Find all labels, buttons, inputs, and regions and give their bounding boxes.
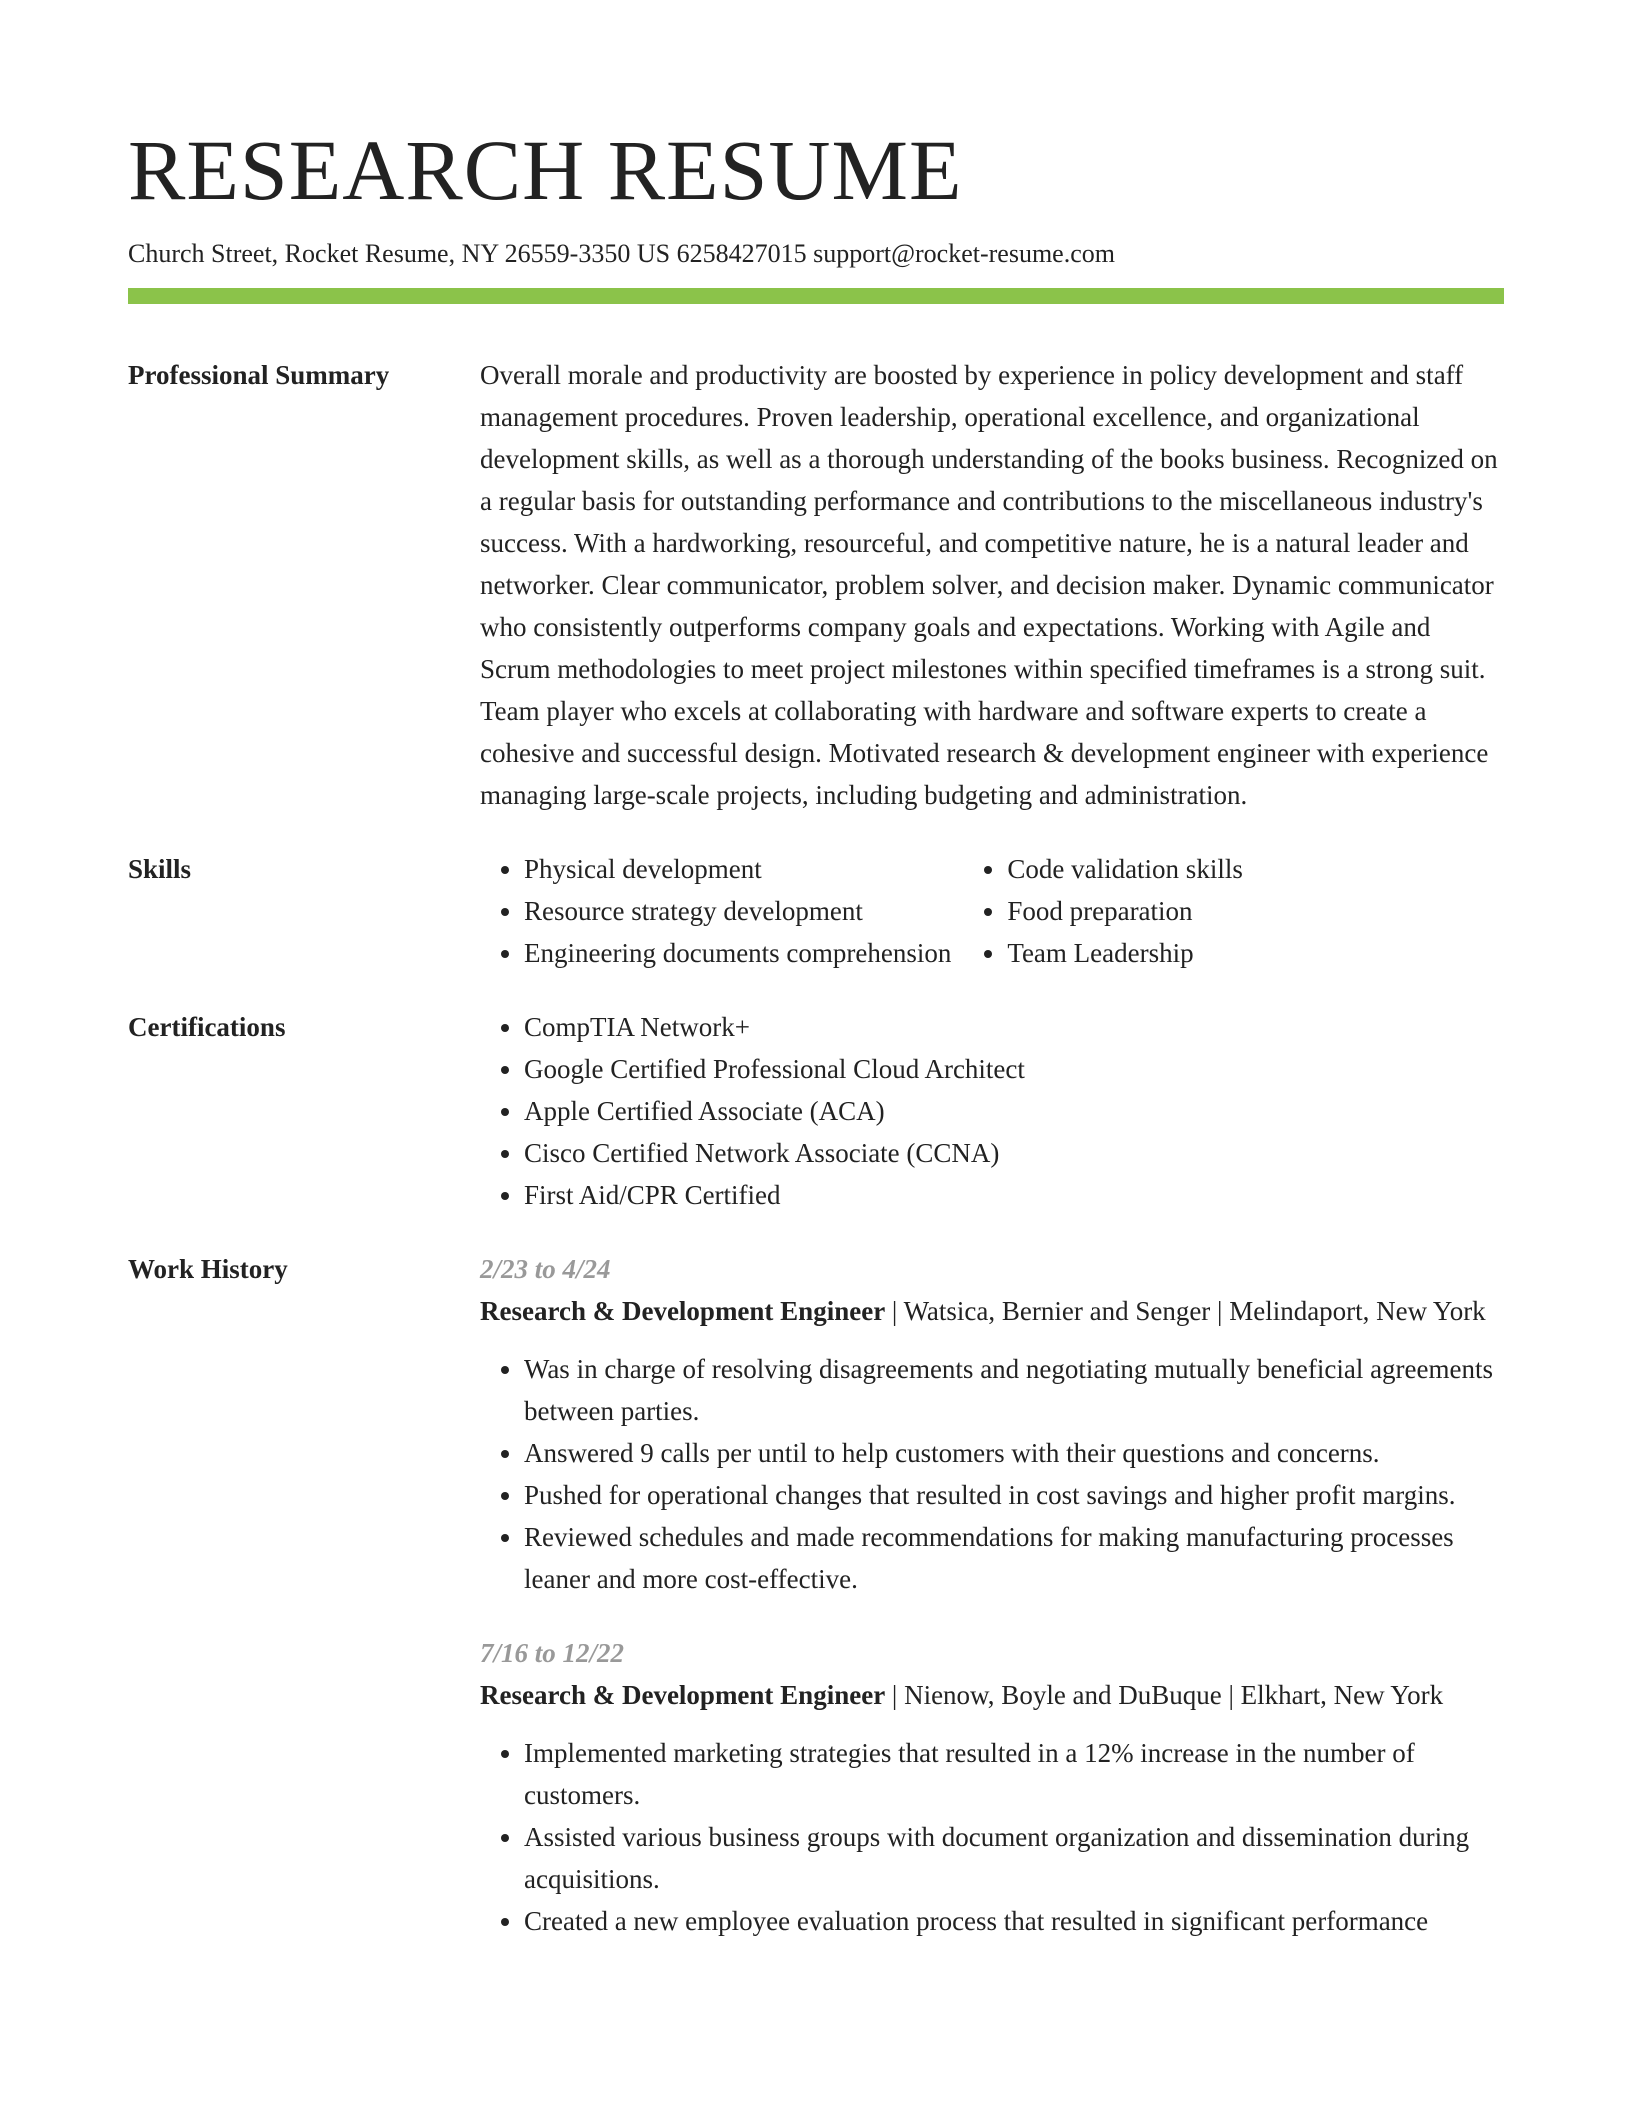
job-dates: 7/16 to 12/22 [480,1638,625,1668]
section-label-work-history: Work History [128,1254,288,1284]
skills-section [128,848,1504,974]
certifications-section [128,1006,1504,1216]
job-bullet: • Assisted various business groups with document organization and dissemination during acquisitions. [524,1816,1504,1900]
resume-page [128,0,1504,1942]
job-dates: 2/23 to 4/24 [480,1254,611,1284]
job-bullet: • Implemented marketing strategies that resulted in a 12% increase in the number of customers. [524,1732,1504,1816]
job-entry [480,1248,1504,1600]
summary-section [128,354,1504,816]
skill-item: • Engineering documents comprehension [524,932,963,974]
skills-list-right [963,848,1504,974]
job-details: | Watsica, Bernier and Senger | Melindaport, New York [885,1296,1486,1326]
job-title: Research & Development Engineer [480,1296,886,1326]
summary-text: Overall morale and productivity are boosted by experience in policy development and staff management procedures. Proven leadership, operational excellence, and organizational development skills, as well as a thorough understanding of the books business. Recognized on a regular basis for outstanding performance and contributions to the miscellaneous industry's success. With a hardworking, resourceful, and competitive nature, he is a natural leader and networker. Clear communicator, problem solver, and decision maker. Dynamic communicator who consistently outperforms company goals and expectations. Working with Agile and Scrum methodologies to meet project milestones within specified timeframes is a strong suit. Team player who excels at collaborating with hardware and software experts to create a cohesive and successful design. Motivated research & development engineer with experience managing large-scale projects, including budgeting and administration. [480,360,1498,810]
skill-item: • Code validation skills [1007,848,1504,890]
job-bullet: • Created a new employee evaluation process that resulted in significant performance [524,1900,1504,1942]
skill-item: • Physical development [524,848,963,890]
certification-item: • Cisco Certified Network Associate (CCNA) [524,1132,1504,1174]
job-bullet: • Reviewed schedules and made recommendations for making manufacturing processes leaner and more cost-effective. [524,1516,1504,1600]
skill-item: • Food preparation [1007,890,1504,932]
certification-item: • CompTIA Network+ [524,1006,1504,1048]
section-label-summary: Professional Summary [128,360,390,390]
work-history-section [128,1248,1504,1942]
section-label-skills: Skills [128,854,192,884]
job-bullets [480,1732,1504,1942]
skill-item: • Resource strategy development [524,890,963,932]
job-bullet: • Pushed for operational changes that resulted in cost savings and higher profit margins. [524,1474,1504,1516]
skills-list-left [480,848,963,974]
job-bullet: • Was in charge of resolving disagreements and negotiating mutually beneficial agreements between parties. [524,1348,1504,1432]
resume-title: RESEARCH RESUME [128,122,963,218]
contact-line: Church Street, Rocket Resume, NY 26559-3350 US 6258427015 support@rocket-resume.com [128,239,1115,268]
job-bullet: • Answered 9 calls per until to help customers with their questions and concerns. [524,1432,1504,1474]
certifications-list [480,1006,1504,1216]
job-details: | Nienow, Boyle and DuBuque | Elkhart, New York [885,1680,1444,1710]
job-entry [480,1632,1504,1942]
certification-item: • First Aid/CPR Certified [524,1174,1504,1216]
certification-item: • Apple Certified Associate (ACA) [524,1090,1504,1132]
header-divider [128,288,1504,304]
skill-item: • Team Leadership [1007,932,1504,974]
job-heading [480,1674,1504,1716]
job-bullets [480,1348,1504,1600]
certification-item: • Google Certified Professional Cloud Architect [524,1048,1504,1090]
section-label-certifications: Certifications [128,1012,286,1042]
job-heading [480,1290,1504,1332]
job-title: Research & Development Engineer [480,1680,886,1710]
